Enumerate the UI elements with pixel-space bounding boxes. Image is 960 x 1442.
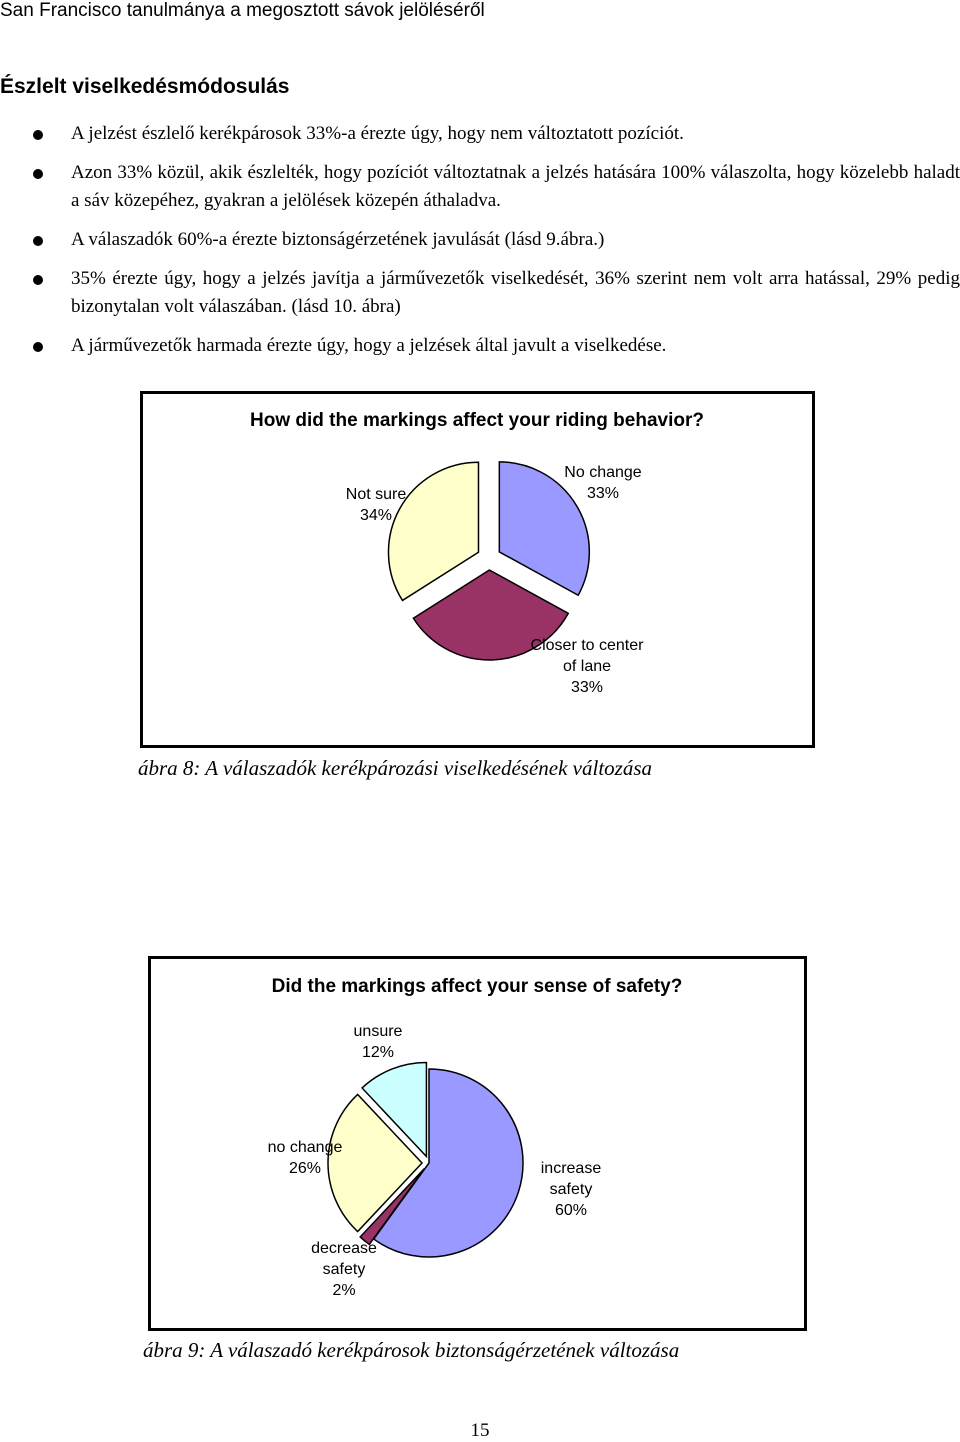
- slice-label: 33%: [586, 485, 620, 502]
- bullet-dot-icon: [33, 342, 43, 352]
- bullet-text: A válaszadók 60%-a érezte biztonságérzetének javulását (lásd 9.ábra.): [71, 229, 605, 250]
- bullet-text: 35% érezte úgy, hogy a jelzés javítja a járművezetők viselkedését, 36% szerint nem volt arra hatással, 29% pedig bizonytalan volt válaszában. (lásd 10. ábra): [71, 268, 960, 317]
- slice-label: No change: [564, 464, 642, 481]
- slice-label: decrease: [311, 1240, 377, 1257]
- slice-label: increase: [540, 1160, 602, 1177]
- bullet-text: A jelzést észlelő kerékpárosok 33%-a érezte úgy, hogy nem változtatott pozíciót.: [71, 123, 684, 144]
- bullet-item: [0, 120, 960, 148]
- figure-8-caption: ábra 8: A válaszadók kerékpározási viselkedésének változása: [138, 756, 652, 780]
- bullet-dot-icon: [33, 275, 43, 285]
- bullet-item: [0, 265, 960, 321]
- figure-9-caption: ábra 9: A válaszadó kerékpárosok biztonságérzetének változása: [143, 1338, 680, 1362]
- pie-chart-sense-of-safety: [151, 959, 804, 1328]
- slice-label: Not sure: [345, 486, 407, 503]
- pie-slice: [388, 462, 478, 600]
- bullet-dot-icon: [33, 236, 43, 246]
- figure-8-chart: [140, 391, 815, 748]
- bullet-item: [0, 332, 960, 360]
- pie-chart-riding-behavior: [143, 394, 812, 745]
- bullet-dot-icon: [33, 130, 43, 140]
- slice-label: Closer to center: [530, 637, 644, 654]
- figure-9-chart: [148, 956, 807, 1331]
- bullet-list: [0, 120, 960, 371]
- slice-label: 12%: [361, 1044, 395, 1061]
- bullet-text: A járművezetők harmada érezte úgy, hogy a jelzések által javult a viselkedése.: [71, 335, 667, 356]
- bullet-text: Azon 33% közül, akik észlelték, hogy pozíciót változtatnak a jelzés hatására 100% válaszolta, hogy közelebb haladt a sáv közepéhez, gyakran a jelölések közepén áthaladva.: [71, 162, 960, 211]
- slice-label: safety: [322, 1261, 366, 1278]
- slice-label: no change: [267, 1139, 343, 1156]
- slice-label: 34%: [359, 507, 393, 524]
- slice-label: of lane: [562, 658, 612, 675]
- slice-label: 2%: [332, 1282, 356, 1299]
- page-number: 15: [470, 1420, 490, 1441]
- bullet-item: [0, 159, 960, 215]
- slice-label: 60%: [554, 1202, 588, 1219]
- chart-title: Did the markings affect your sense of safety?: [271, 976, 683, 997]
- pie-slice: [499, 462, 589, 595]
- slice-label: 33%: [570, 679, 604, 696]
- slice-label: safety: [549, 1181, 593, 1198]
- chart-title: How did the markings affect your riding behavior?: [250, 410, 704, 431]
- slice-label: unsure: [353, 1023, 403, 1040]
- bullet-item: [0, 226, 960, 254]
- bullet-dot-icon: [33, 169, 43, 179]
- slice-label: 26%: [288, 1160, 322, 1177]
- page-header: San Francisco tanulmánya a megosztott sávok jelöléséről: [0, 0, 485, 21]
- section-title: Észlelt viselkedésmódosulás: [0, 75, 290, 98]
